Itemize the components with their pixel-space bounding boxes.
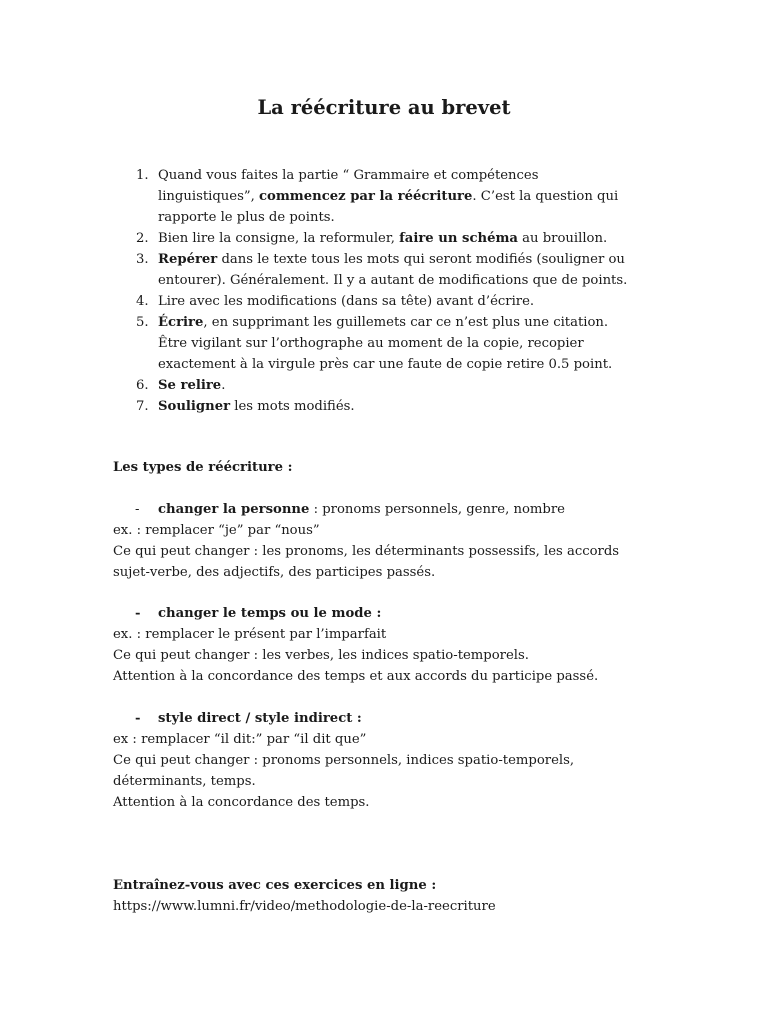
type-changes: Ce qui peut changer : les verbes, les indices spatio-temporels.: [113, 648, 529, 663]
list-item: 2. Bien lire la consigne, la reformuler, faire un schéma au brouillon.: [136, 231, 608, 246]
type-example: ex : remplacer “il dit:” par “il dit que”: [113, 732, 367, 747]
list-item: 7. Souligner les mots modifiés.: [136, 399, 355, 414]
type-example: ex. : remplacer le présent par l’imparfait: [113, 627, 387, 642]
list-item: 1. Quand vous faites la partie “ Grammaire et compétences linguistiques”, commencez par la réécriture. C’est la question qui rapporte le plus de points.: [136, 168, 619, 225]
type-bullet: - changer le temps ou le mode :: [135, 606, 382, 621]
exercises-section: [113, 875, 658, 917]
types-heading: Les types de réécriture :: [113, 460, 293, 475]
type-changes: Ce qui peut changer : les pronoms, les déterminants possessifs, les accords sujet-verbe, des adjectifs, des participes passés.: [113, 544, 620, 580]
type-bullet: - changer la personne : pronoms personnels, genre, nombre: [135, 502, 565, 517]
type-section-tense: [113, 603, 658, 687]
type-bullet: - style direct / style indirect :: [135, 711, 362, 726]
type-changes: Ce qui peut changer : pronoms personnels, indices spatio-temporels, déterminants, temps.: [113, 753, 575, 789]
exercises-heading: Entraînez-vous avec ces exercices en ligne :: [113, 878, 437, 893]
exercises-link[interactable]: https://www.lumni.fr/video/methodologie-de-la-reecriture: [113, 899, 496, 914]
list-item: 5. Écrire, en supprimant les guillemets car ce n’est plus une citation. Être vigilant sur l’orthographe au moment de la copie, recopier exactement à la virgule près car une faute de copie retire 0.5 point.: [136, 315, 613, 372]
type-example: ex. : remplacer “je” par “nous”: [113, 523, 320, 538]
type-section-person: [113, 499, 658, 583]
steps-list: [0, 165, 768, 417]
type-attention: Attention à la concordance des temps.: [113, 795, 370, 810]
list-item: 6. Se relire.: [136, 378, 226, 393]
type-attention: Attention à la concordance des temps et aux accords du participe passé.: [113, 669, 599, 684]
list-item: 4. Lire avec les modifications (dans sa tête) avant d’écrire.: [136, 294, 535, 309]
type-section-style: [113, 708, 658, 813]
page-title: La réécriture au brevet: [257, 96, 511, 119]
list-item: 3. Repérer dans le texte tous les mots qui seront modifiés (souligner ou entourer). Généralement. Il y a autant de modifications que de points.: [136, 252, 628, 288]
